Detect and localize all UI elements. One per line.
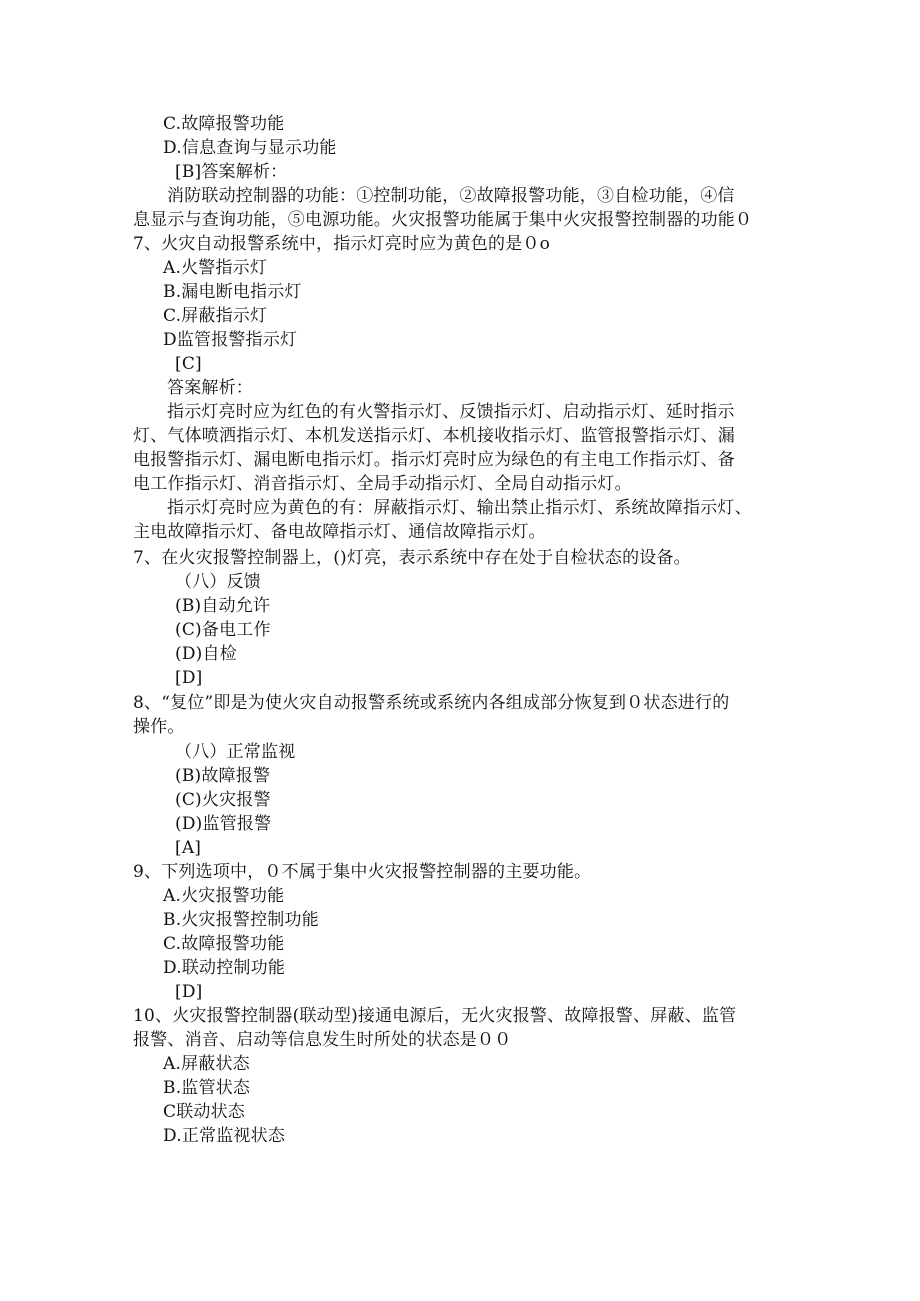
text-line: （八）反馈 (175, 572, 261, 592)
text-line: （八）正常监视 (175, 742, 296, 762)
text-line: 息显示与查询功能，⑤电源功能。火灾报警功能属于集中火灾报警控制器的功能０ (133, 210, 753, 230)
text-line: A.火灾报警功能 (163, 886, 285, 906)
text-line: (C)备电工作 (175, 620, 271, 640)
text-line: 指示灯亮时应为红色的有火警指示灯、反馈指示灯、启动指示灯、延时指示 (167, 402, 735, 422)
text-line: [B]答案解析： (175, 162, 288, 182)
text-line: 9、下列选项中，０不属于集中火灾报警控制器的主要功能。 (133, 862, 592, 882)
text-line: D监管报警指示灯 (163, 330, 298, 350)
text-line: B.漏电断电指示灯 (163, 282, 302, 302)
text-line: 报警、消音、启动等信息发生时所处的状态是００ (133, 1030, 512, 1050)
text-line: 7、火灾自动报警系统中，指示灯亮时应为黄色的是０o (133, 234, 551, 254)
text-line: (D)监管报警 (175, 814, 272, 834)
text-line: [D] (175, 982, 203, 1002)
text-line: [C] (175, 354, 202, 374)
text-line: C联动状态 (163, 1102, 246, 1122)
text-line: 8、“复位”即是为使火灾自动报警系统或系统内各组成部分恢复到０状态进行的 (133, 693, 730, 713)
text-line: (B)故障报警 (175, 766, 271, 786)
text-line: B.监管状态 (163, 1078, 251, 1098)
text-line: C.屏蔽指示灯 (163, 306, 268, 326)
text-line: 电报警指示灯、漏电断电指示灯。指示灯亮时应为绿色的有主电工作指示灯、备 (133, 450, 735, 470)
text-line: A.屏蔽状态 (163, 1054, 250, 1074)
text-line: 电工作指示灯、消音指示灯、全局手动指示灯、全局自动指示灯。 (133, 474, 632, 494)
text-line: 操作。 (133, 717, 185, 737)
text-line: [A] (175, 838, 202, 858)
text-line: 指示灯亮时应为黄色的有：屏蔽指示灯、输出禁止指示灯、系统故障指示灯、 (167, 498, 752, 518)
text-line: 主电故障指示灯、备电故障指示灯、通信故障指示灯。 (133, 522, 546, 542)
text-line: 10、火灾报警控制器(联动型)接通电源后，无火灾报警、故障报警、屏蔽、监管 (133, 1006, 737, 1026)
text-line: 7、在火灾报警控制器上，()灯亮，表示系统中存在处于自检状态的设备。 (133, 548, 691, 568)
text-line: D.正常监视状态 (163, 1126, 286, 1146)
text-line: A.火警指示灯 (163, 258, 268, 278)
text-line: (C)火灾报警 (175, 790, 271, 810)
text-line: 消防联动控制器的功能：①控制功能，②故障报警功能，③自检功能，④信 (167, 186, 735, 206)
text-line: 灯、气体喷洒指示灯、本机发送指示灯、本机接收指示灯、监管报警指示灯、漏 (133, 426, 735, 446)
text-line: (D)自检 (175, 644, 237, 664)
text-line: D.联动控制功能 (163, 958, 286, 978)
text-line: D.信息查询与显示功能 (163, 138, 337, 158)
text-line: (B)自动允许 (175, 596, 271, 616)
text-line: B.火灾报警控制功能 (163, 910, 319, 930)
text-line: C.故障报警功能 (163, 114, 285, 134)
text-line: 答案解析： (167, 378, 253, 398)
text-line: C.故障报警功能 (163, 934, 285, 954)
text-line: [D] (175, 668, 203, 688)
